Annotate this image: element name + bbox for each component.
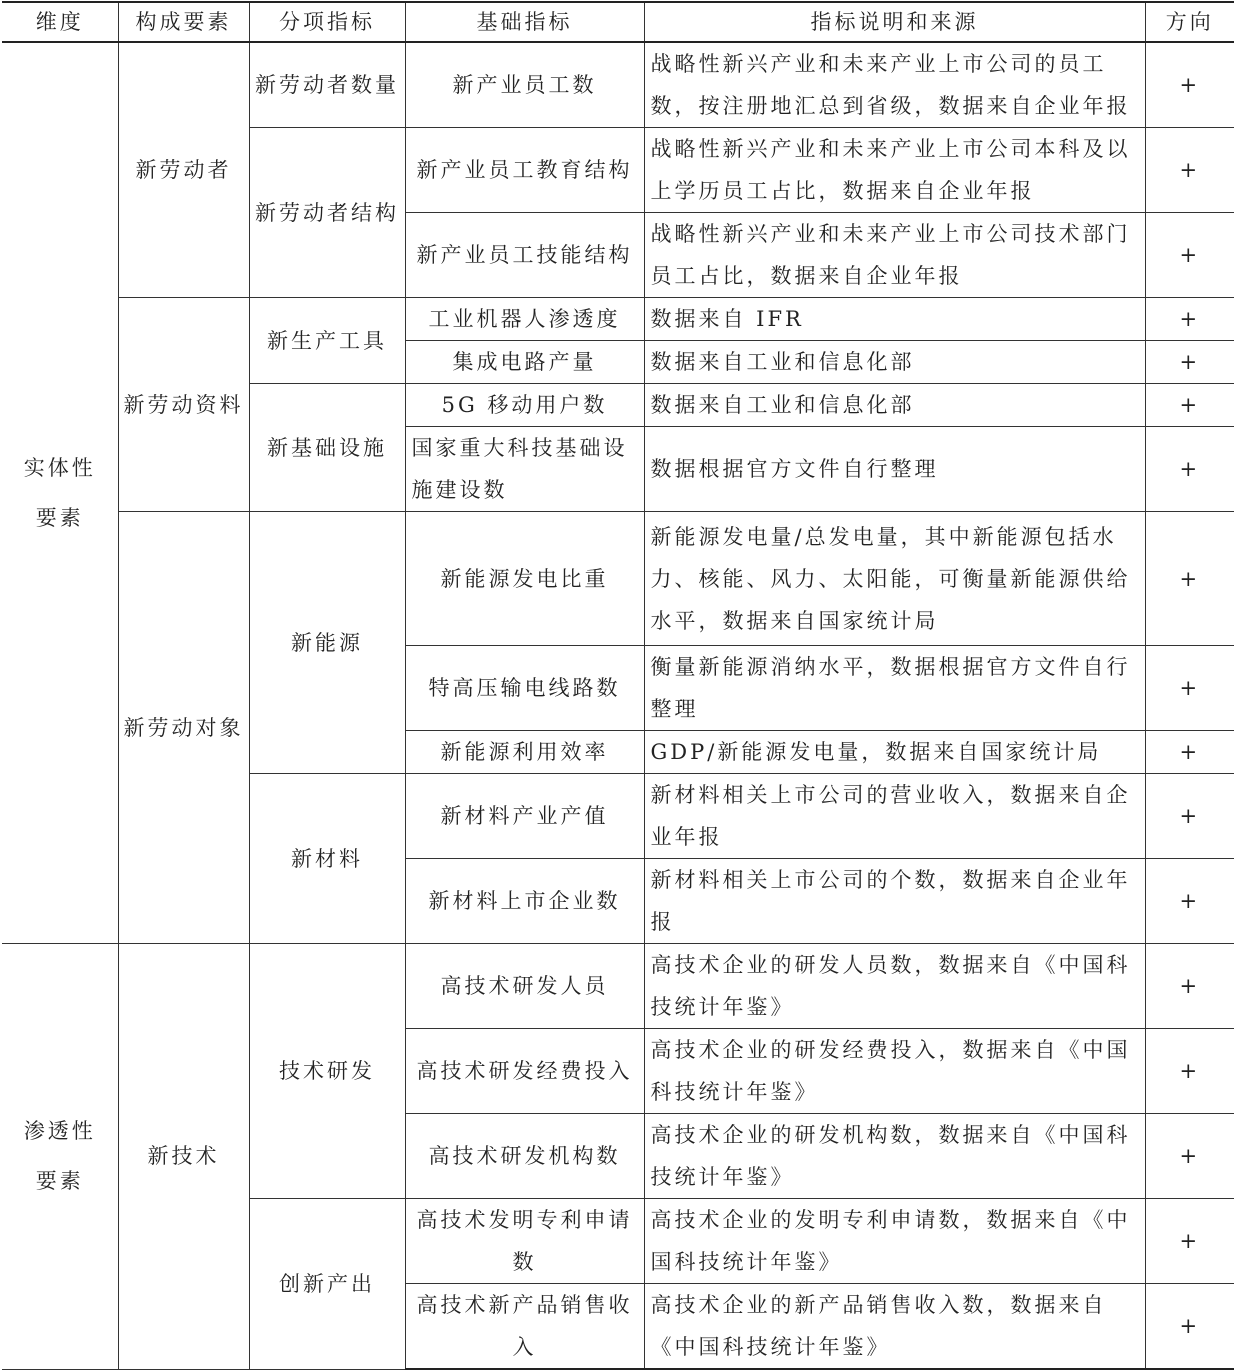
- direction-cell: +: [1145, 341, 1234, 384]
- base-indicator-cell: 高技术研发机构数: [405, 1114, 644, 1199]
- dimension-label: 渗透性要素: [23, 1119, 96, 1194]
- base-indicator-cell: 高技术研发人员: [405, 944, 644, 1029]
- direction-cell: +: [1145, 731, 1234, 774]
- table-row: [2, 298, 1234, 341]
- header-direction: 方向: [1145, 2, 1234, 42]
- description-cell: 衡量新能源消纳水平，数据根据官方文件自行整理: [644, 646, 1145, 731]
- direction-cell: +: [1145, 512, 1234, 646]
- direction-cell: +: [1145, 646, 1234, 731]
- direction-cell: +: [1145, 859, 1234, 944]
- element-cell: 新劳动者: [118, 42, 249, 298]
- table-row: [2, 42, 1234, 128]
- base-indicator-cell: 特高压输电线路数: [405, 646, 644, 731]
- base-indicator-cell: 高技术新产品销售收入: [405, 1284, 644, 1370]
- dimension-label: 实体性要素: [23, 456, 96, 530]
- sub-indicator-cell: 技术研发: [249, 944, 405, 1199]
- sub-indicator-cell: 新生产工具: [249, 298, 405, 384]
- description-cell: 数据来自工业和信息化部: [644, 341, 1145, 384]
- description-cell: 数据来自工业和信息化部: [644, 384, 1145, 427]
- description-cell: 数据来自 IFR: [644, 298, 1145, 341]
- direction-cell: +: [1145, 1199, 1234, 1284]
- base-indicator-cell: 5G 移动用户数: [405, 384, 644, 427]
- base-indicator-cell: 高技术研发经费投入: [405, 1029, 644, 1114]
- direction-cell: +: [1145, 213, 1234, 298]
- description-cell: 数据根据官方文件自行整理: [644, 427, 1145, 512]
- sub-indicator-cell: 创新产出: [249, 1199, 405, 1370]
- base-indicator-cell: 新材料上市企业数: [405, 859, 644, 944]
- description-cell: 高技术企业的新产品销售收入数，数据来自《中国科技统计年鉴》: [644, 1284, 1145, 1370]
- sub-indicator-cell: 新能源: [249, 512, 405, 774]
- direction-cell: +: [1145, 1029, 1234, 1114]
- header-element: 构成要素: [118, 2, 249, 42]
- description-cell: 新材料相关上市公司的营业收入，数据来自企业年报: [644, 774, 1145, 859]
- description-cell: GDP/新能源发电量，数据来自国家统计局: [644, 731, 1145, 774]
- sub-indicator-cell: 新劳动者结构: [249, 128, 405, 298]
- description-cell: 战略性新兴产业和未来产业上市公司技术部门员工占比，数据来自企业年报: [644, 213, 1145, 298]
- header-sub-indicator: 分项指标: [249, 2, 405, 42]
- description-cell: 高技术企业的研发人员数，数据来自《中国科技统计年鉴》: [644, 944, 1145, 1029]
- description-cell: 战略性新兴产业和未来产业上市公司的员工数，按注册地汇总到省级，数据来自企业年报: [644, 42, 1145, 128]
- description-cell: 战略性新兴产业和未来产业上市公司本科及以上学历员工占比，数据来自企业年报: [644, 128, 1145, 213]
- base-indicator-cell: 新产业员工数: [405, 42, 644, 128]
- direction-cell: +: [1145, 944, 1234, 1029]
- direction-cell: +: [1145, 298, 1234, 341]
- direction-cell: +: [1145, 42, 1234, 128]
- base-indicator-cell: 新能源利用效率: [405, 731, 644, 774]
- description-cell: 高技术企业的发明专利申请数，数据来自《中国科技统计年鉴》: [644, 1199, 1145, 1284]
- description-cell: 新材料相关上市公司的个数，数据来自企业年报: [644, 859, 1145, 944]
- header-base-indicator: 基础指标: [405, 2, 644, 42]
- description-cell: 高技术企业的研发经费投入，数据来自《中国科技统计年鉴》: [644, 1029, 1145, 1114]
- indicator-table-container: [2, 1, 1234, 1370]
- sub-indicator-cell: 新基础设施: [249, 384, 405, 512]
- base-indicator-cell: 集成电路产量: [405, 341, 644, 384]
- element-cell: 新劳动资料: [118, 298, 249, 512]
- base-indicator-cell: 高技术发明专利申请数: [405, 1199, 644, 1284]
- base-indicator-cell: 新产业员工技能结构: [405, 213, 644, 298]
- direction-cell: +: [1145, 1284, 1234, 1370]
- sub-indicator-cell: 新材料: [249, 774, 405, 944]
- sub-indicator-cell: 新劳动者数量: [249, 42, 405, 128]
- description-cell: 新能源发电量/总发电量，其中新能源包括水力、核能、风力、太阳能，可衡量新能源供给水平，数据来自国家统计局: [644, 512, 1145, 646]
- direction-cell: +: [1145, 774, 1234, 859]
- direction-cell: +: [1145, 1114, 1234, 1199]
- base-indicator-cell: 新材料产业产值: [405, 774, 644, 859]
- element-cell: 新技术: [118, 944, 249, 1370]
- base-indicator-cell: 新能源发电比重: [405, 512, 644, 646]
- direction-cell: +: [1145, 427, 1234, 512]
- direction-cell: +: [1145, 128, 1234, 213]
- table-row: [2, 944, 1234, 1029]
- direction-cell: +: [1145, 384, 1234, 427]
- header-description: 指标说明和来源: [644, 2, 1145, 42]
- table-row: [2, 512, 1234, 646]
- header-dimension: 维度: [2, 2, 118, 42]
- base-indicator-cell: 国家重大科技基础设施建设数: [405, 427, 644, 512]
- base-indicator-cell: 新产业员工教育结构: [405, 128, 644, 213]
- dimension-cell: [2, 944, 118, 1370]
- dimension-cell: [2, 42, 118, 944]
- header-row: [2, 2, 1234, 42]
- description-cell: 高技术企业的研发机构数，数据来自《中国科技统计年鉴》: [644, 1114, 1145, 1199]
- element-cell: 新劳动对象: [118, 512, 249, 944]
- indicator-table: [2, 1, 1234, 1370]
- base-indicator-cell: 工业机器人渗透度: [405, 298, 644, 341]
